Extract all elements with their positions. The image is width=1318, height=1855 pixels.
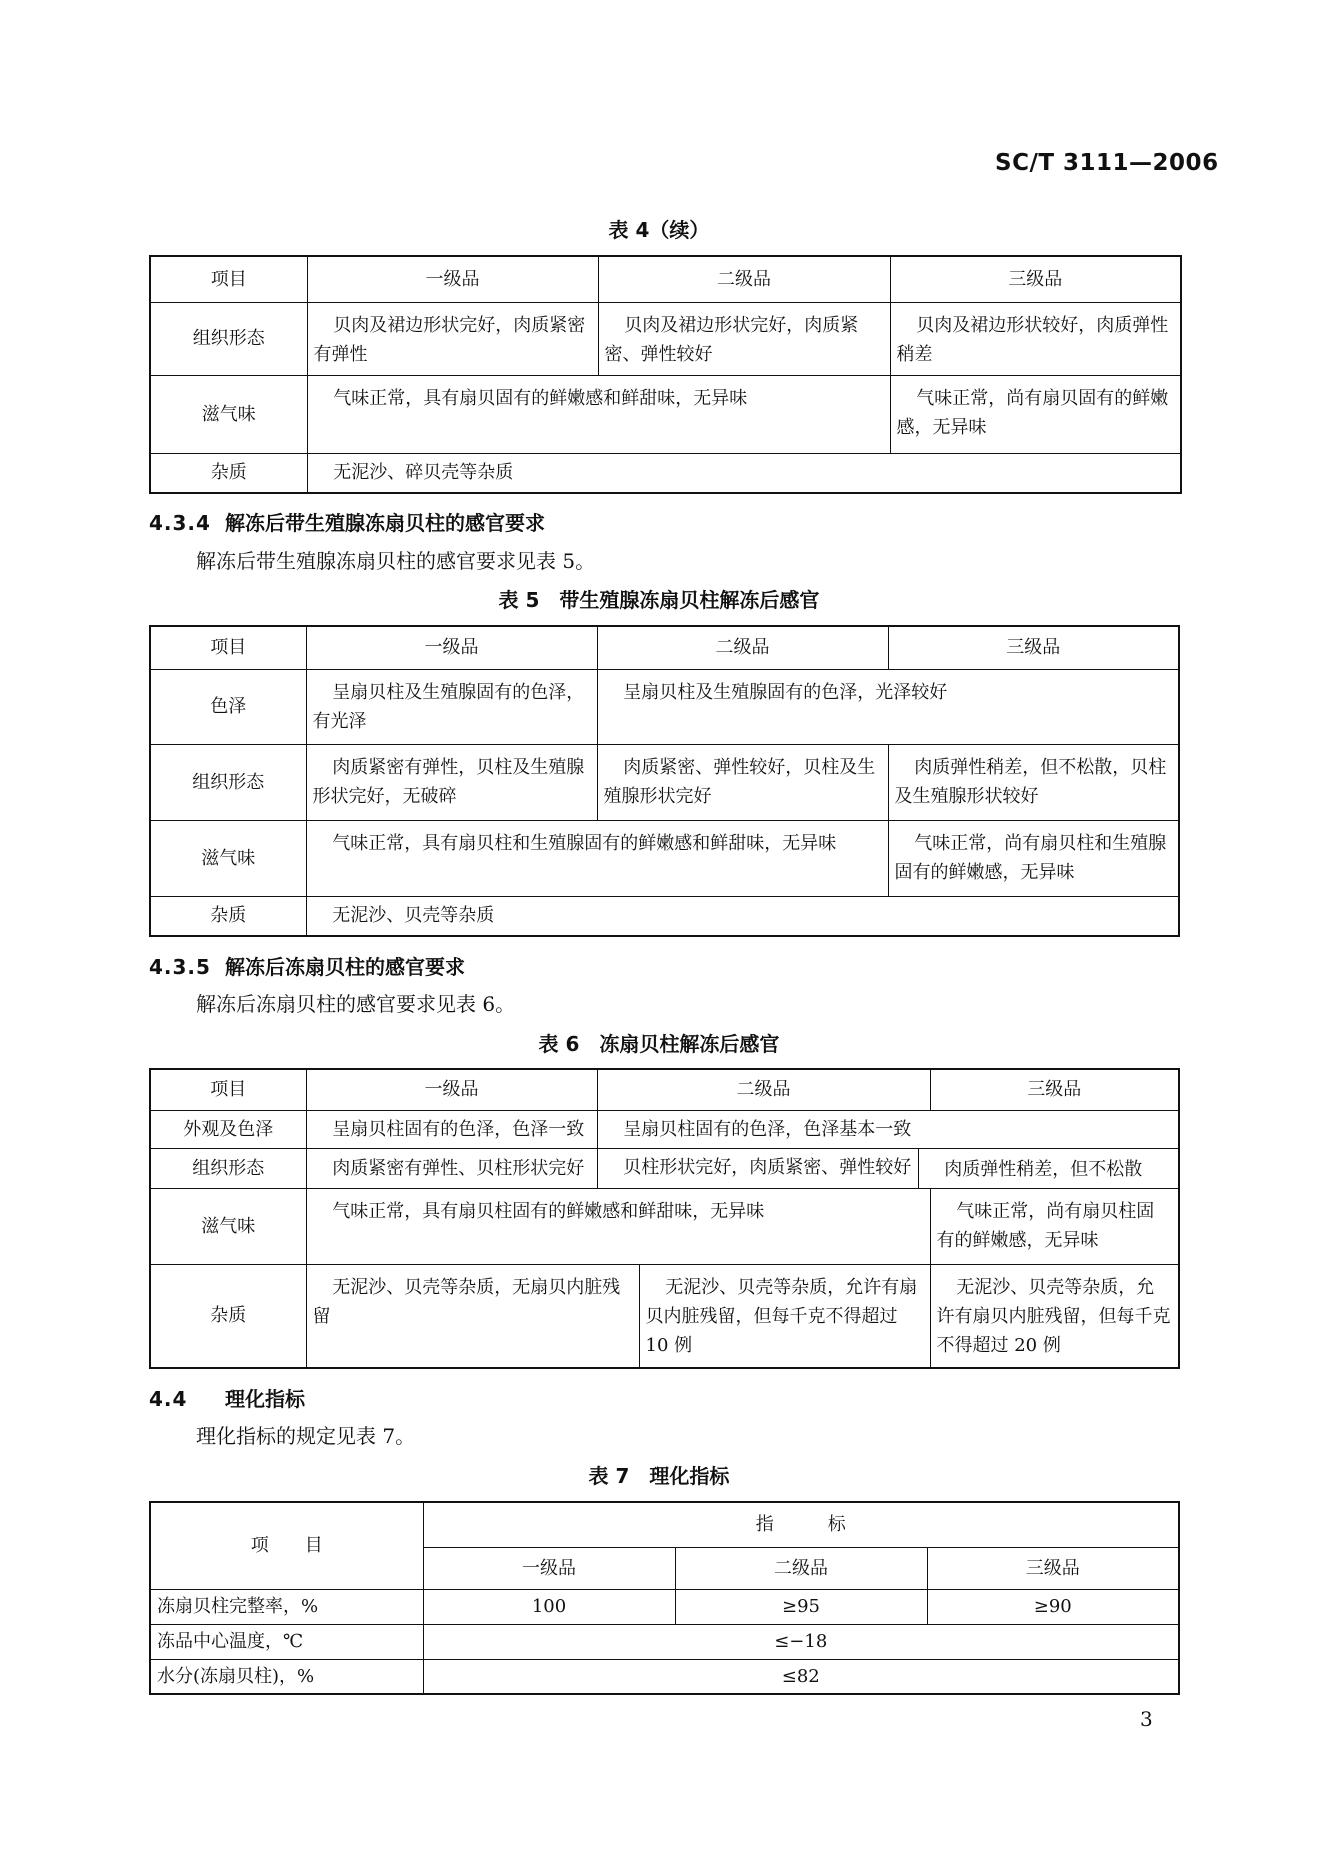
- table-row: [150, 1148, 1179, 1188]
- table5-color-grade23: 呈扇贝柱及生殖腺固有的色泽，光泽较好: [597, 669, 1179, 744]
- page-number: 3: [1140, 1707, 1153, 1731]
- table7-item-integrity: 冻扇贝柱完整率，%: [150, 1589, 423, 1624]
- table7-caption: 表 7 理化指标: [588, 1464, 730, 1488]
- section-number: 4.4: [149, 1387, 188, 1411]
- table6-item-impurity: 杂质: [150, 1264, 306, 1368]
- table-row: [150, 302, 1181, 375]
- table6-taste-grade12: 气味正常，具有扇贝柱固有的鲜嫩感和鲜甜味，无异味: [306, 1188, 930, 1264]
- section-text-4-4: 理化指标的规定见表 7。: [196, 1424, 416, 1448]
- table5-taste-grade12: 气味正常，具有扇贝柱和生殖腺固有的鲜嫩感和鲜甜味，无异味: [306, 820, 888, 896]
- table-row: [150, 744, 1179, 820]
- table4: [149, 255, 1182, 494]
- table-row: [150, 375, 1181, 453]
- table6-taste-grade3: 气味正常，尚有扇贝柱固有的鲜嫩感，无异味: [930, 1188, 1179, 1264]
- table4-header-grade2: 二级品: [598, 256, 890, 302]
- table-row: [150, 669, 1179, 744]
- section-number: 4.3.4: [149, 511, 211, 535]
- table7-header-item: 项 目: [150, 1502, 423, 1589]
- table5-header-grade1: 一级品: [306, 626, 597, 669]
- table6-item-appearance: 外观及色泽: [150, 1110, 306, 1148]
- table5-item-impurity: 杂质: [150, 896, 306, 936]
- table5-header-grade3: 三级品: [888, 626, 1179, 669]
- table4-taste-grade12: 气味正常，具有扇贝固有的鲜嫩感和鲜甜味，无异味: [307, 375, 890, 453]
- table7: [149, 1501, 1180, 1695]
- table5-taste-grade3: 气味正常，尚有扇贝柱和生殖腺固有的鲜嫩感，无异味: [888, 820, 1179, 896]
- table4-item-impurity: 杂质: [150, 453, 307, 493]
- table-row: [150, 1624, 1179, 1659]
- table6-header-grade1: 一级品: [306, 1069, 597, 1110]
- table5-texture-grade3: 肉质弹性稍差，但不松散，贝柱及生殖腺形状较好: [888, 744, 1179, 820]
- table5-header-grade2: 二级品: [597, 626, 888, 669]
- table5-caption: 表 5 带生殖腺冻扇贝柱解冻后感官: [498, 588, 820, 612]
- table7-header-grade1: 一级品: [423, 1547, 675, 1589]
- table7-header-index: 指 标: [423, 1502, 1179, 1547]
- table-row: [150, 1264, 1179, 1368]
- section-heading-4-3-4: [149, 507, 545, 536]
- table5-color-grade1: 呈扇贝柱及生殖腺固有的色泽，有光泽: [306, 669, 597, 744]
- table5-item-texture: 组织形态: [150, 744, 306, 820]
- table6-appearance-grade1: 呈扇贝柱固有的色泽，色泽一致: [306, 1110, 597, 1148]
- table4-caption: 表 4（续）: [608, 218, 710, 242]
- table4-texture-grade1: 贝肉及裙边形状完好，肉质紧密有弹性: [307, 302, 598, 375]
- table7-header-row-1: [150, 1502, 1179, 1547]
- section-title: 解冻后冻扇贝柱的感官要求: [225, 955, 465, 979]
- table5: [149, 625, 1180, 937]
- table-row: [150, 896, 1179, 936]
- table5-header-item: 项目: [150, 626, 306, 669]
- table5-texture-grade2: 肉质紧密、弹性较好，贝柱及生殖腺形状完好: [597, 744, 888, 820]
- table4-header-grade1: 一级品: [307, 256, 598, 302]
- table6-header-item: 项目: [150, 1069, 306, 1110]
- section-heading-4-4: [149, 1383, 305, 1412]
- table7-item-moisture: 水分(冻扇贝柱)，%: [150, 1659, 423, 1694]
- table5-header-row: [150, 626, 1179, 669]
- table6-texture-grade1: 肉质紧密有弹性、贝柱形状完好: [306, 1148, 597, 1188]
- table4-header-grade3: 三级品: [890, 256, 1181, 302]
- table7-integrity-grade1: 100: [423, 1589, 675, 1624]
- table6-header-grade2: 二级品: [597, 1069, 930, 1110]
- section-title: 解冻后带生殖腺冻扇贝柱的感官要求: [225, 511, 545, 535]
- section-title: 理化指标: [225, 1387, 305, 1411]
- table5-item-taste: 滋气味: [150, 820, 306, 896]
- table6-texture-split: [597, 1148, 1179, 1188]
- standard-number: SC/T 3111—2006: [995, 150, 1219, 176]
- section-text-4-3-4: 解冻后带生殖腺冻扇贝柱的感官要求见表 5。: [196, 549, 596, 573]
- table4-header-row: [150, 256, 1181, 302]
- table-row: [150, 1110, 1179, 1148]
- table4-texture-grade2: 贝肉及裙边形状完好，肉质紧密、弹性较好: [598, 302, 890, 375]
- table-row: [150, 820, 1179, 896]
- table6-caption: 表 6 冻扇贝柱解冻后感官: [538, 1032, 780, 1056]
- table7-header-grade2: 二级品: [675, 1547, 927, 1589]
- table7-header-grade3: 三级品: [927, 1547, 1179, 1589]
- table-row: [150, 453, 1181, 493]
- table5-texture-grade1: 肉质紧密有弹性，贝柱及生殖腺形状完好，无破碎: [306, 744, 597, 820]
- table7-item-temperature: 冻品中心温度，℃: [150, 1624, 423, 1659]
- table7-integrity-grade3: ≥90: [927, 1589, 1179, 1624]
- table6-texture-grade2: 贝柱形状完好，肉质紧密、弹性较好: [598, 1149, 919, 1188]
- table6-header-grade3: 三级品: [930, 1069, 1179, 1110]
- table-row: [150, 1589, 1179, 1624]
- table6: [149, 1068, 1180, 1369]
- table6-texture-grade3: 肉质弹性稍差，但不松散: [944, 1158, 1143, 1180]
- table6-impurity-grade1: 无泥沙、贝壳等杂质，无扇贝内脏残留: [306, 1264, 639, 1368]
- table-row: [150, 1188, 1179, 1264]
- table4-item-texture: 组织形态: [150, 302, 307, 375]
- table6-impurity-grade3: 无泥沙、贝壳等杂质，允许有扇贝内脏残留，但每千克不得超过 20 例: [930, 1264, 1179, 1368]
- table4-item-taste: 滋气味: [150, 375, 307, 453]
- table6-item-taste: 滋气味: [150, 1188, 306, 1264]
- table5-impurity-all: 无泥沙、贝壳等杂质: [306, 896, 1179, 936]
- table4-texture-grade3: 贝肉及裙边形状较好，肉质弹性稍差: [890, 302, 1181, 375]
- table4-header-item: 项目: [150, 256, 307, 302]
- section-text-4-3-5: 解冻后冻扇贝柱的感官要求见表 6。: [196, 992, 516, 1016]
- table6-appearance-grade23: 呈扇贝柱固有的色泽，色泽基本一致: [597, 1110, 1179, 1148]
- table6-item-texture: 组织形态: [150, 1148, 306, 1188]
- table7-temperature-all: ≤−18: [423, 1624, 1179, 1659]
- section-number: 4.3.5: [149, 955, 211, 979]
- table6-impurity-grade2: 无泥沙、贝壳等杂质，允许有扇贝内脏残留，但每千克不得超过 10 例: [639, 1264, 930, 1368]
- table-row: [150, 1659, 1179, 1694]
- table7-moisture-all: ≤82: [423, 1659, 1179, 1694]
- table5-item-color: 色泽: [150, 669, 306, 744]
- table6-header-row: [150, 1069, 1179, 1110]
- section-heading-4-3-5: [149, 951, 465, 980]
- table4-impurity-all: 无泥沙、碎贝壳等杂质: [307, 453, 1181, 493]
- table4-taste-grade3: 气味正常，尚有扇贝固有的鲜嫩感，无异味: [890, 375, 1181, 453]
- table7-integrity-grade2: ≥95: [675, 1589, 927, 1624]
